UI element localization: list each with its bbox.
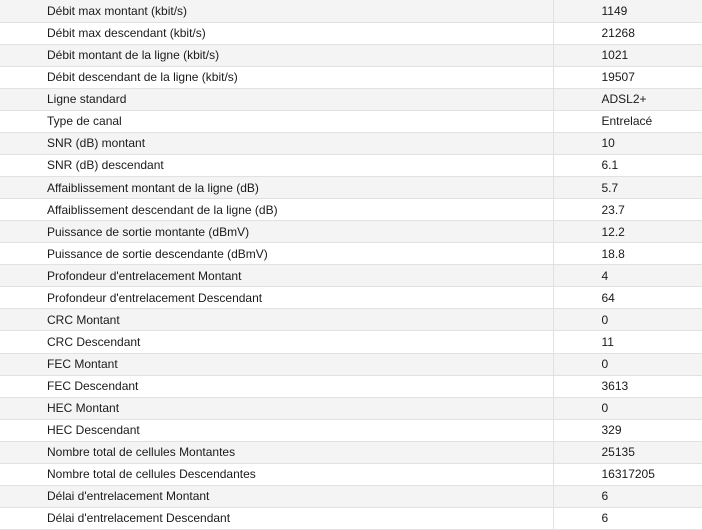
table-row — [0, 110, 702, 132]
table-row — [0, 463, 702, 485]
row-label: Nombre total de cellules Descendantes — [0, 463, 553, 485]
row-label: HEC Descendant — [0, 419, 553, 441]
row-label: Débit max descendant (kbit/s) — [0, 22, 553, 44]
row-value: 19507 — [553, 66, 702, 88]
row-value: 25135 — [553, 441, 702, 463]
row-value: 11 — [553, 331, 702, 353]
table-row — [0, 66, 702, 88]
row-value: 23.7 — [553, 199, 702, 221]
row-label: Débit max montant (kbit/s) — [0, 0, 553, 22]
row-value: 18.8 — [553, 243, 702, 265]
row-value: 0 — [553, 397, 702, 419]
table-row — [0, 44, 702, 66]
table-row — [0, 0, 702, 22]
table-row — [0, 309, 702, 331]
row-label: Délai d'entrelacement Descendant — [0, 507, 553, 529]
row-label: SNR (dB) descendant — [0, 154, 553, 176]
row-label: Débit descendant de la ligne (kbit/s) — [0, 66, 553, 88]
table-row — [0, 485, 702, 507]
row-label: Nombre total de cellules Montantes — [0, 441, 553, 463]
row-value: Entrelacé — [553, 110, 702, 132]
table-row — [0, 265, 702, 287]
row-value: ADSL2+ — [553, 88, 702, 110]
row-label: CRC Montant — [0, 309, 553, 331]
row-value: 6 — [553, 485, 702, 507]
row-label: FEC Descendant — [0, 375, 553, 397]
row-value: 3613 — [553, 375, 702, 397]
row-value: 6.1 — [553, 154, 702, 176]
row-value: 1149 — [553, 0, 702, 22]
row-label: Ligne standard — [0, 88, 553, 110]
table-row — [0, 22, 702, 44]
row-value: 21268 — [553, 22, 702, 44]
table-row — [0, 331, 702, 353]
row-label: Profondeur d'entrelacement Montant — [0, 265, 553, 287]
row-value: 12.2 — [553, 221, 702, 243]
row-label: Type de canal — [0, 110, 553, 132]
row-value: 0 — [553, 353, 702, 375]
row-label: Affaiblissement descendant de la ligne (dB) — [0, 199, 553, 221]
row-label: Délai d'entrelacement Montant — [0, 485, 553, 507]
table-row — [0, 132, 702, 154]
row-value: 64 — [553, 287, 702, 309]
row-label: Puissance de sortie descendante (dBmV) — [0, 243, 553, 265]
row-label: Affaiblissement montant de la ligne (dB) — [0, 177, 553, 199]
table-row — [0, 243, 702, 265]
row-value: 5.7 — [553, 177, 702, 199]
table-row — [0, 199, 702, 221]
table-row — [0, 375, 702, 397]
row-label: SNR (dB) montant — [0, 132, 553, 154]
row-value: 10 — [553, 132, 702, 154]
row-label: CRC Descendant — [0, 331, 553, 353]
table-row — [0, 419, 702, 441]
row-label: Débit montant de la ligne (kbit/s) — [0, 44, 553, 66]
row-label: HEC Montant — [0, 397, 553, 419]
table-row — [0, 177, 702, 199]
table-row — [0, 397, 702, 419]
table-row — [0, 221, 702, 243]
table-row — [0, 441, 702, 463]
table-row — [0, 154, 702, 176]
table-row — [0, 507, 702, 529]
table-row — [0, 353, 702, 375]
row-value: 329 — [553, 419, 702, 441]
row-label: Puissance de sortie montante (dBmV) — [0, 221, 553, 243]
table-row — [0, 287, 702, 309]
row-value: 6 — [553, 507, 702, 529]
row-value: 0 — [553, 309, 702, 331]
row-value: 1021 — [553, 44, 702, 66]
row-value: 16317205 — [553, 463, 702, 485]
row-label: FEC Montant — [0, 353, 553, 375]
table-row — [0, 88, 702, 110]
row-value: 4 — [553, 265, 702, 287]
row-label: Profondeur d'entrelacement Descendant — [0, 287, 553, 309]
